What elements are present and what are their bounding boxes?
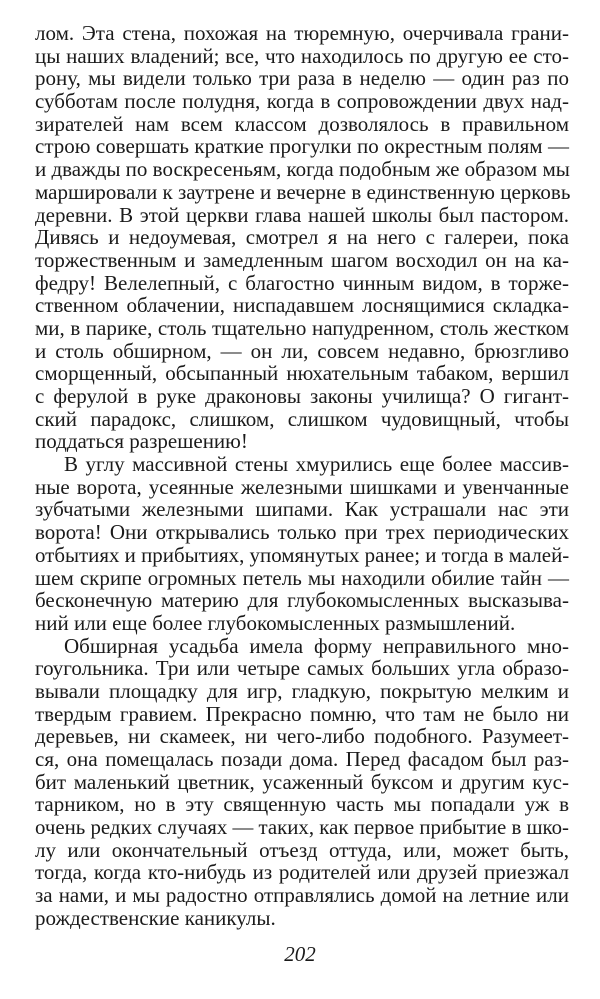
text-line: тарником, но в эту священную часть мы попадали уж в xyxy=(35,792,569,817)
text-line: твердым гравием. Прекрасно помню, что там не было ни xyxy=(35,701,569,726)
text-line: гоугольника. Три или четыре самых больших угла образо- xyxy=(35,656,569,681)
text-line: лу или окончательный отъезд оттуда, или, может быть, xyxy=(35,837,569,862)
text-line: вывали площадку для игр, гладкую, покрытую мелким и xyxy=(35,678,569,703)
paragraph xyxy=(35,635,569,930)
paragraph xyxy=(35,453,569,635)
text-line: поддаться разрешению! xyxy=(35,429,248,454)
text-line: зирателей нам всем классом дозволялось в правильном xyxy=(35,111,569,136)
page-body xyxy=(35,22,569,930)
text-line: федру! Велелепный, с благостно чинным видом, в торже- xyxy=(35,270,569,295)
paragraph xyxy=(35,22,569,453)
text-line: Обширная усадьба имела форму неправильного мно- xyxy=(64,633,569,658)
text-line: рону, мы видели только три раза в неделю — один раз по xyxy=(35,66,569,91)
text-line: сморщенный, обсыпанный нюхательным табаком, вершил xyxy=(35,361,569,386)
text-line: ский парадокс, слишком, слишком чудовищный, чтобы xyxy=(35,406,569,431)
text-line: субботам после полудня, когда в сопровождении двух над- xyxy=(35,89,569,114)
page-number: 202 xyxy=(284,942,316,966)
text-line: зубчатыми железными шипами. Как устрашали нас эти xyxy=(35,497,569,522)
text-line: ворота! Они открывались только при трех периодических xyxy=(35,520,569,545)
text-line: Дивясь и недоумевая, смотрел я на него с галереи, пока xyxy=(35,225,569,250)
text-line: маршировали к заутрене и вечерне в единственную церковь xyxy=(35,179,571,204)
text-line: деревьев, ни скамеек, ни чего-либо подобного. Разумеет- xyxy=(35,724,569,749)
text-line: тогда, когда кто-нибудь из родителей или друзей приезжал xyxy=(35,860,569,885)
text-line: за нами, и мы радостно отправлялись домой на летние или xyxy=(35,883,569,908)
text-line: ственном облачении, ниспадавшем лоснящимися складка- xyxy=(35,293,569,318)
text-line: ся, она помещалась позади дома. Перед фасадом был раз- xyxy=(35,747,569,771)
text-line: деревни. В этой церкви глава нашей школы был пастором. xyxy=(35,202,569,227)
text-line: лом. Эта стена, похожая на тюремную, очерчивала грани- xyxy=(35,21,569,45)
text-line: бесконечную материю для глубокомысленных высказыва- xyxy=(35,588,569,613)
text-line: и дважды по воскресеньям, когда подобным же образом мы xyxy=(35,157,570,182)
text-line: строю совершать краткие прогулки по окрестным полям — xyxy=(35,134,569,159)
text-line: отбытиях и прибытиях, упомянутых ранее; и тогда в малей- xyxy=(35,542,570,567)
text-line: ные ворота, усеянные железными шишками и увенчанные xyxy=(35,474,569,499)
text-line: бит маленький цветник, усаженный буксом и другим кус- xyxy=(35,769,569,794)
text-line: В углу массивной стены хмурились еще более массив- xyxy=(64,452,569,477)
text-line: рождественские каникулы. xyxy=(35,905,276,930)
text-line: торжественным и замедленным шагом восходил он на ка- xyxy=(35,247,569,272)
text-line: цы наших владений; все, что находилось по другую ее сто- xyxy=(35,43,569,68)
text-line: и столь обширном, — он ли, совсем недавно, брюзгливо xyxy=(35,338,569,363)
text-line: с ферулой в руке драконовы законы училища? О гигант- xyxy=(35,384,569,408)
text-line: очень редких случаях — таких, как первое прибытие в шко- xyxy=(35,815,569,840)
text-line: шем скрипе огромных петель мы находили обилие тайн — xyxy=(35,565,569,590)
text-line: ний или еще более глубокомысленных размышлений. xyxy=(35,610,516,635)
text-line: ми, в парике, столь тщательно напудренном, столь жестком xyxy=(35,315,569,340)
